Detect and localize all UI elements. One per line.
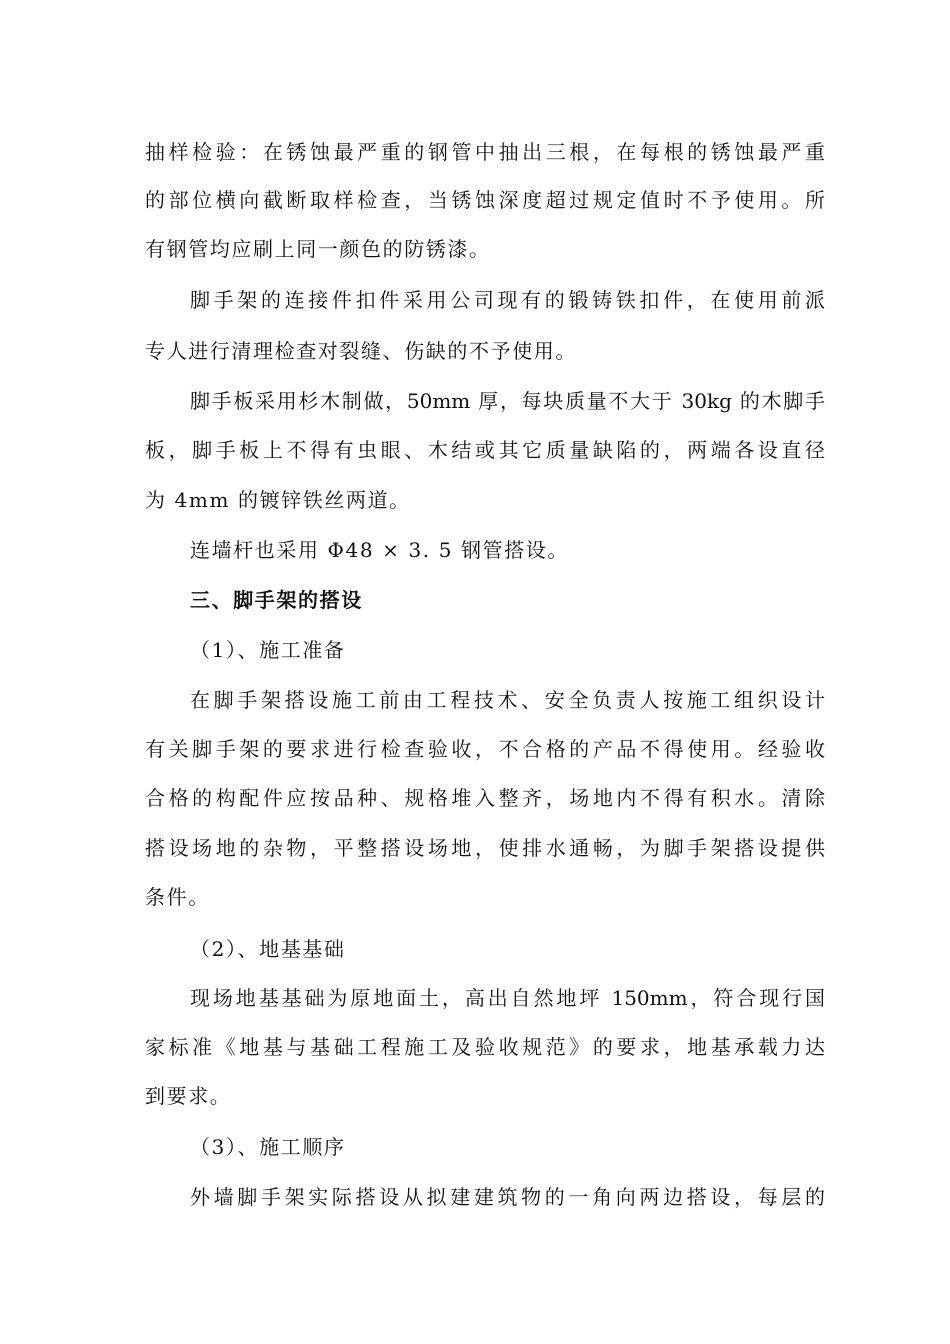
subsection-heading: （2）、地基基础 bbox=[190, 937, 346, 961]
paragraph-line: 有钢管均应刷上同一颜色的防锈漆。 bbox=[145, 237, 491, 261]
paragraph-line: 的部位横向截断取样检查，当锈蚀深度超过规定值时不予使用。所 bbox=[145, 188, 825, 212]
subsection-heading: （3）、施工顺序 bbox=[190, 1135, 346, 1159]
paragraph-line: 家标准《地基与基础工程施工及验收规范》的要求，地基承载力达 bbox=[145, 1035, 825, 1059]
paragraph-line: 现场地基基础为原地面土，高出自然地坪 150mm，符合现行国 bbox=[190, 986, 825, 1010]
paragraph-line: 为 4mm 的镀锌铁丝两道。 bbox=[145, 488, 411, 512]
paragraph-line: 条件。 bbox=[145, 885, 210, 909]
paragraph-line: 抽样检验：在锈蚀最严重的钢管中抽出三根，在每根的锈蚀最严重 bbox=[145, 140, 825, 164]
paragraph-line: 搭设场地的杂物，平整搭设场地，使排水通畅，为脚手架搭设提供 bbox=[145, 836, 825, 860]
paragraph-line: 脚手架的连接件扣件采用公司现有的锻铸铁扣件，在使用前派 bbox=[190, 288, 825, 312]
paragraph-line: 板，脚手板上不得有虫眼、木结或其它质量缺陷的，两端各设直径 bbox=[145, 438, 825, 462]
paragraph-line: 外墙脚手架实际搭设从拟建建筑物的一角向两边搭设，每层的 bbox=[190, 1185, 825, 1209]
paragraph-line: 在脚手架搭设施工前由工程技术、安全负责人按施工组织设计 bbox=[190, 688, 825, 712]
paragraph-line: 脚手板采用杉木制做，50mm 厚，每块质量不大于 30kg 的木脚手 bbox=[190, 389, 825, 413]
section-heading: 三、脚手架的搭设 bbox=[190, 588, 363, 612]
subsection-heading: （1）、施工准备 bbox=[190, 638, 346, 662]
paragraph-line: 有关脚手架的要求进行检查验收，不合格的产品不得使用。经验收 bbox=[145, 737, 825, 761]
paragraph-line: 连墙杆也采用 Φ48 × 3. 5 钢管搭设。 bbox=[190, 538, 569, 562]
paragraph-line: 专人进行清理检查对裂缝、伤缺的不予使用。 bbox=[145, 339, 577, 363]
paragraph-line: 到要求。 bbox=[145, 1084, 232, 1108]
paragraph-line: 合格的构配件应按品种、规格堆入整齐，场地内不得有积水。清除 bbox=[145, 786, 825, 810]
